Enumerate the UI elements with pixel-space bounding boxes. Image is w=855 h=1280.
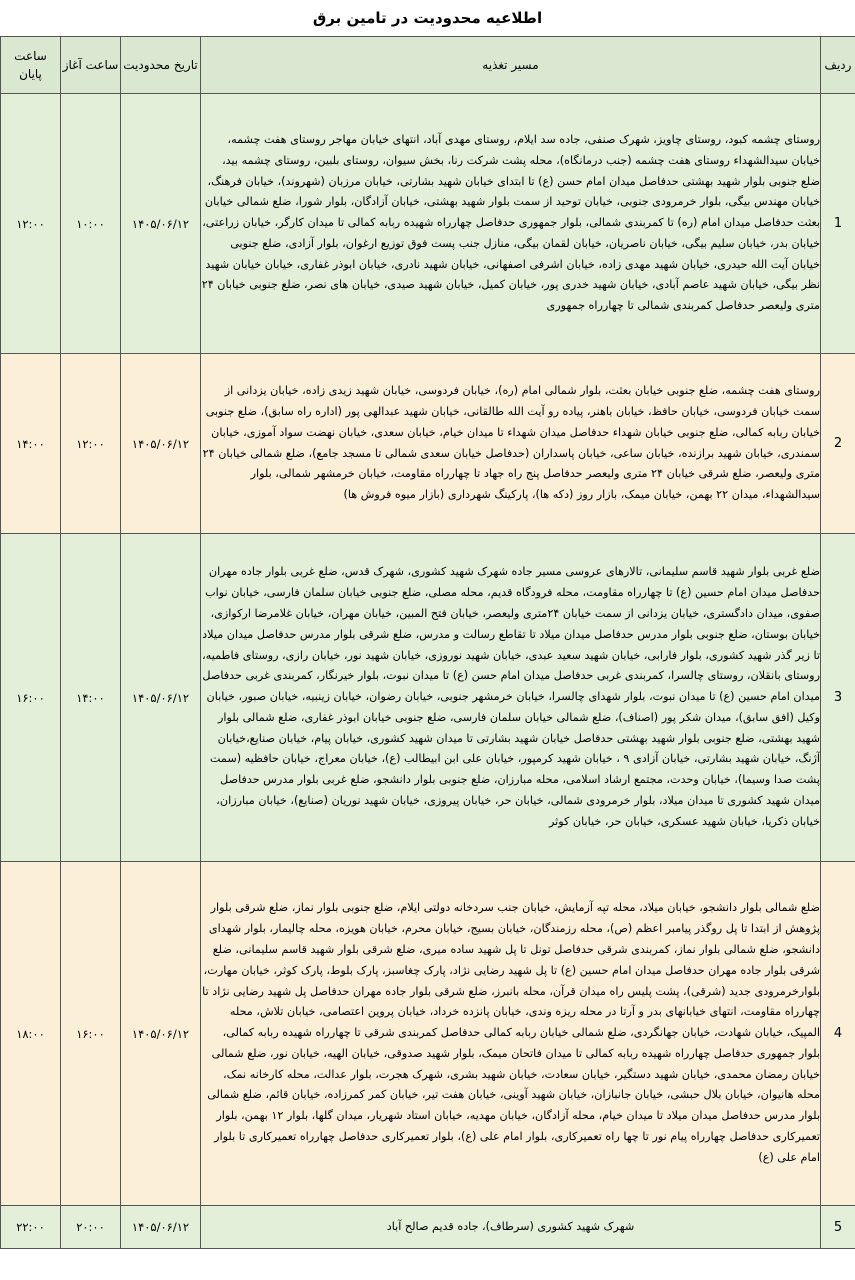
start-time-cell: ۱۴:۰۰ xyxy=(61,534,121,862)
end-time-cell: ۱۸:۰۰ xyxy=(1,862,61,1206)
route-cell: ضلع شمالی بلوار دانشجو، خیابان میلاد، محله تپه آزمایش، خیابان جنب سردخانه دولتی ایلام، ضلع جنوبی بلوار نماز، ضلع شرقی بلوار پژوهش از ابتدا تا پل روگذر پیامبر اعظم (ص)، محله رزمندگان، خیابان بسیج، خیابان محرم، خیابان هویزه، محله چالیمار، بلوار شهدای دانشجو، ضلع شمالی بلوار نماز، کمربندی شرقی حدفاصل تونل تا پل شهید ساده میری، ضلع شرقی بلوار شهید قاسم سلیمانی، ضلع شرقی بلوار جاده مهران حدفاصل میدان امام حسین (ع) تا پل شهید رضایی نژاد، پارک چغاسبز، پارک بلوط، پارک کوثر، خیابان مهارت، بلوارخرمرودی جدید (شرقی)، پشت پلیس راه میدان قرآن، محله بانبرز، ضلع شرقی بلوار جاده مهران حدفاصل پل شهید رضایی نژاد تا چهارراه مقاومت، انتهای خیابانهای بدر و آرتا در محله ریزه وندی، خیابان پانزده خرداد، خیابان پروین اعتصامی، خیابان تلاش، محله المپیک، خیابان شهادت، خیابان جهانگردی، ضلع شمالی خیابان ربابه کمالی حدفاصل کمربندی شرقی تا چهارراه شهیده ربابه کمالی، بلوار جمهوری حدفاصل چهارراه شهیده ربابه کمالی تا میدان فاتحان میمک، بلوار شهید صدوقی، خیابان الهیه، خیابان نور، ضلع شمالی خیابان رمضان محمدی، خیابان شهید دستگیر، خیابان سعادت، خیابان شهید بشری، شهرک هجرت، بلوار عدالت، محله کارخانه نمک، محله هانیوان، خیابان بلال حبشی، خیابان جانبازان، خیابان شهید آوینی، خیابان هفت تیر، خیابان کمر کمرزاده، خیابان قائم، ضلع شمالی بلوار مدرس حدفاصل میدان میلاد تا میدان خیام، محله آزادگان، خیابان مهدیه، خیابان استاد شهریار، میدان گلها، بلوار ۱۲ بهمن، بلوار تعمیرکاری حدفاصل چهارراه پیام نور تا چها راه تعمیرکاری، بلوار امام علی (ع)، بلوار تعمیرکاری حدفاصل چهارراه تعمیرکاری تا بلوار امام علی (ع) xyxy=(201,862,821,1206)
end-time-cell: ۲۲:۰۰ xyxy=(1,1206,61,1249)
row-number: 3 xyxy=(821,534,855,862)
end-time-cell: ۱۶:۰۰ xyxy=(1,534,61,862)
header-route: مسیر تغذیه xyxy=(201,37,821,94)
row-number: 1 xyxy=(821,94,855,354)
date-cell: ۱۴۰۵/۰۶/۱۲ xyxy=(121,1206,201,1249)
header-end-time: ساعت پایان xyxy=(1,37,61,94)
table-header-row xyxy=(1,37,855,94)
start-time-cell: ۲۰:۰۰ xyxy=(61,1206,121,1249)
table-row xyxy=(1,862,855,1206)
table-row xyxy=(1,94,855,354)
route-cell: ضلع غربی بلوار شهید قاسم سلیمانی، تالارهای عروسی مسیر جاده شهرک شهید کشوری، شهرک قدس، ضلع غربی بلوار جاده مهران حدفاصل میدان امام حسین (ع) تا چهارراه مقاومت، محله فرودگاه قدیم، محله مصلی، ضلع جنوبی خیابان سلمان فارسی، خیابان نواب صفوی، میدان دادگستری، خیابان یزدانی از سمت خیابان ۲۴متری ولیعصر، خیابان فتح المبین، خیابان مهران، خیابان غلامرضا ارکوازی، خیابان بوستان، ضلع جنوبی بلوار مدرس حدفاصل میدان میلاد تا تقاطع رسالت و مدرس، ضلع شرقی بلوار مدرس حدفاصل میدان میلاد تا زیر گذر شهید کشوری، بلوار فارابی، خیابان شهید سعید عبدی، خیابان شهید نوروزی، خیابان شهید نور، خیابان رازی، روستای فاطمیه، روستای بانقلان، روستای چالسرا، کمربندی غربی حدفاصل میدان امام حسن (ع) تا میدان نبوت، بلوار خیرنگار، کمربندی غربی حدفاصل میدان امام حسین (ع) تا میدان نبوت، بلوار شهدای چالسرا، خیابان خرمشهر جنوبی، خیابان رضوان، خیابان زینبیه، خیابان صبور، خیابان وکیل (افق سابق)، میدان شکر پور (اصناف)، ضلع شمالی خیابان سلمان فارسی، ضلع جنوبی خیابان ابوذر غفاری، ضلع شمالی بلوار شهید بهشتی، ضلع جنوبی بلوار شهید بهشتی حدفاصل خیابان شهید بشارتی تا میدان شهید کشوری، خیابان پیام، خیابان صنایع،خیابان آژنگ، خیابان شهید بشارتی، خیابان آزادی ۹ ، خیابان شهید کرمپور، خیابان علی ابن ابیطالب (ع)، خیابان معراج، خیابان حافظیه (سمت پشت صدا وسیما)، خیابان وحدت، مجتمع ارشاد اسلامی، محله مبارزان، ضلع جنوبی بلوار دانشجو، ضلع غربی بلوار مدرس حدفاصل میدان شهید کشوری تا میدان میلاد، بلوار خرمرودی شمالی، خیابان حر، خیابان پیروزی، خیابان شهید نوریان (صنایع)، خیابان مبارزان، خیابان ذکریا، خیابان شهید عسکری، خیابان حر، خیابان کوثر xyxy=(201,534,821,862)
end-time-cell: ۱۲:۰۰ xyxy=(1,94,61,354)
header-start-time: ساعت آغاز xyxy=(61,37,121,94)
end-time-cell: ۱۴:۰۰ xyxy=(1,354,61,534)
outage-table xyxy=(0,36,855,1249)
date-cell: ۱۴۰۵/۰۶/۱۲ xyxy=(121,354,201,534)
table-row xyxy=(1,1206,855,1249)
date-cell: ۱۴۰۵/۰۶/۱۲ xyxy=(121,862,201,1206)
page-title: اطلاعیه محدودیت در تامین برق xyxy=(312,9,543,27)
table-row xyxy=(1,534,855,862)
header-row-number: ردیف xyxy=(821,37,855,94)
route-cell: روستای هفت چشمه، ضلع جنوبی خیابان بعثت، بلوار شمالی امام (ره)، خیابان فردوسی، خیابان شهید زیدی زاده، خیابان یزدانی از سمت خیابان فردوسی، خیابان حافظ، خیابان باهنر، پیاده رو آیت الله طالقانی، خیابان شهید عبدالهی پور (اداره راه سابق)، ضلع جنوبی خیابان ربابه کمالی، ضلع جنوبی خیابان شهداء حدفاصل میدان شهداء تا میدان خیام، خیابان سعدی، خیابان نهضت سواد آموزی، خیابان سمندری، خیابان شهید برازنده، خیابان ساعی، خیابان پاسداران (حدفاصل خیابان سعدی شمالی تا مسجد جامع)، ضلع شمالی خیابان ۲۴ متری ولیعصر، ضلع شرقی خیابان ۲۴ متری ولیعصر حدفاصل پنج راه جهاد تا چهارراه مقاومت، خیابان خرمشهر شمالی، بلوار سیدالشهداء، میدان ۲۲ بهمن، خیابان میمک، بازار روز (دکه ها)، پارکینگ شهرداری (بازار میوه فروش ها) xyxy=(201,354,821,534)
row-number: 4 xyxy=(821,862,855,1206)
start-time-cell: ۱۰:۰۰ xyxy=(61,94,121,354)
route-cell: شهرک شهید کشوری (سرطاف)، جاده قدیم صالح آباد xyxy=(201,1206,821,1249)
date-cell: ۱۴۰۵/۰۶/۱۲ xyxy=(121,94,201,354)
header-date: تاریخ محدودیت xyxy=(121,37,201,94)
row-number: 5 xyxy=(821,1206,855,1249)
table-row xyxy=(1,354,855,534)
row-number: 2 xyxy=(821,354,855,534)
start-time-cell: ۱۶:۰۰ xyxy=(61,862,121,1206)
start-time-cell: ۱۲:۰۰ xyxy=(61,354,121,534)
date-cell: ۱۴۰۵/۰۶/۱۲ xyxy=(121,534,201,862)
route-cell: روستای چشمه کبود، روستای چاویز، شهرک صنفی، جاده سد ایلام، روستای مهدی آباد، انتهای خیابان مهاجر روستای هفت چشمه، خیابان سیدالشهداء روستای هفت چشمه (جنب درمانگاه)، محله پشت شرکت رنا، بخش سیوان، روستای بلبین، روستای چشمه بید، ضلع جنوبی بلوار شهید بهشتی حدفاصل میدان امام حسن (ع) تا ابتدای خیابان شهید بشارتی، خیابان مرزبان (شهروند)، خیابان فرهنگ، خیابان مهندس بیگی، بلوار خرمرودی جنوبی، خیابان توحید از سمت بلوار شهید بهشتی، خیابان آزادگان، بلوار شورا، ضلع شمالی خیابان بعثت حدفاصل میدان امام (ره) تا کمربندی شمالی، بلوار جمهوری حدفاصل چهارراه شهیده ربابه کمالی تا میدان کارگر، خیابان زراعتی، خیابان بدر، خیابان سلیم بیگی، خیابان ناصریان، خیابان لقمان بیگی، منازل جنب پست فوق توزیع ارغوان، بلوار آزادی، ضلع جنوبی خیابان آیت الله حیدری، خیابان شهید مهدی زاده، خیابان اشرفی اصفهانی، خیابان شهید نادری، خیابان ابوذر غفاری، خیابان خیابان شهید نظر بیگی، خیابان شهید عاصم آبادی، خیابان شهید خدری پور، خیابان کمیل، خیابان شهید صیدی، خیابان های نصر، ضلع جنوبی خیابان ۲۴ متری ولیعصر حدفاصل کمربندی شمالی تا چهارراه جمهوری xyxy=(201,94,821,354)
